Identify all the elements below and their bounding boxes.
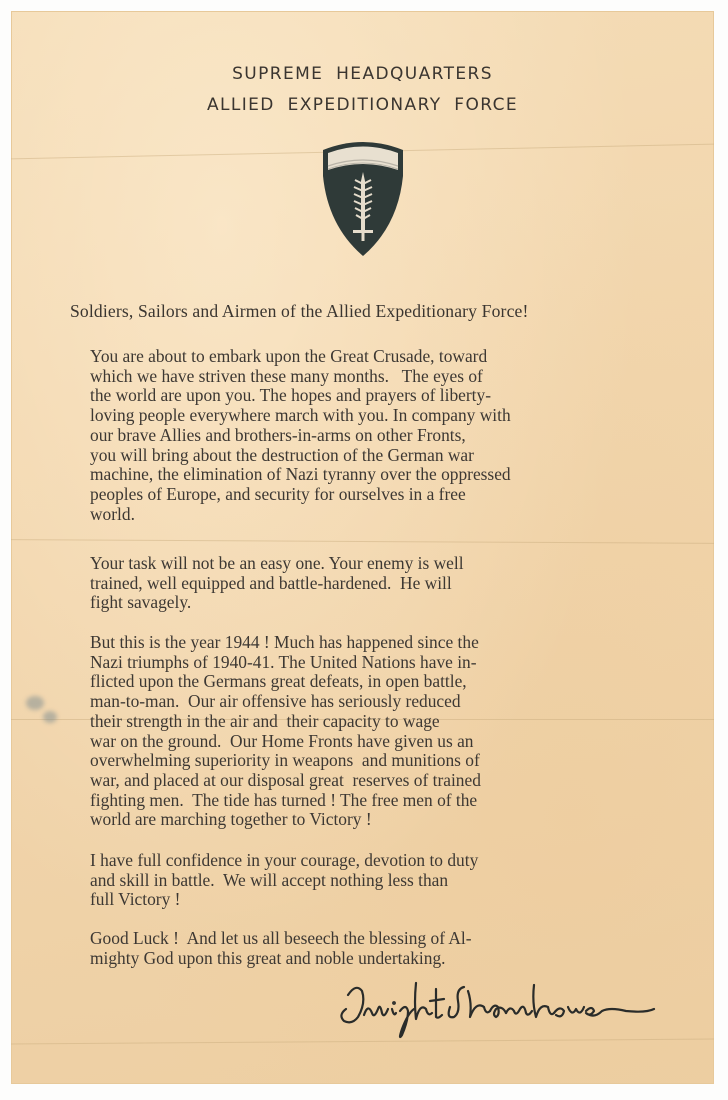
eisenhower-signature (336, 973, 676, 1043)
text-line: Your task will not be an easy one. Your enemy is well (90, 553, 464, 573)
paragraph-5 (90, 929, 472, 968)
paragraph-3 (90, 633, 481, 830)
shaef-shoulder-patch-icon (318, 136, 408, 258)
text-line: fight savagely. (90, 592, 192, 613)
text-line: mighty God upon this great and noble undertaking. (90, 947, 446, 968)
text-line: world. (90, 503, 135, 524)
text-line: trained, well equipped and battle-hardened. He will (90, 572, 452, 593)
text-line: flicted upon the Germans great defeats, in open battle, (90, 671, 467, 692)
text-line: our brave Allies and brothers-in-arms on other Fronts, (90, 424, 466, 445)
text-line: their strength in the air and their capacity to wage (90, 710, 440, 731)
paragraph-1 (90, 347, 511, 524)
paper-crease (11, 539, 714, 544)
text-line: full Victory ! (90, 889, 181, 910)
text-line: You are about to embark upon the Great Crusade, toward (90, 346, 488, 366)
paragraph-2 (90, 554, 464, 613)
text-line: loving people everywhere march with you. In company with (90, 405, 511, 426)
text-line: the world are upon you. The hopes and prayers of liberty- (90, 385, 491, 406)
text-line: overwhelming superiority in weapons and munitions of (90, 750, 480, 771)
text-line: Nazi triumphs of 1940-41. The United Nations have in- (90, 651, 477, 672)
ink-stain (43, 711, 57, 723)
text-line: man-to-man. Our air offensive has seriously reduced (90, 691, 461, 712)
paragraph-4 (90, 851, 478, 910)
document-page (11, 11, 714, 1084)
text-line: and skill in battle. We will accept nothing less than (90, 869, 449, 890)
text-line: world are marching together to Victory ! (90, 809, 372, 830)
text-line: war on the ground. Our Home Fronts have given us an (90, 730, 474, 751)
text-line: you will bring about the destruction of the German war (90, 444, 474, 465)
text-line: which we have striven these many months. The eyes of (90, 365, 483, 386)
text-line: war, and placed at our disposal great reserves of trained (90, 769, 481, 790)
ink-stain (26, 696, 44, 710)
text-line: fighting men. The tide has turned ! The free men of the (90, 789, 478, 810)
text-line: But this is the year 1944 ! Much has happened since the (90, 632, 479, 652)
salutation: Soldiers, Sailors and Airmen of the Allied Expeditionary Force! (70, 301, 529, 321)
text-line: Good Luck ! And let us all beseech the blessing of Al- (90, 928, 472, 948)
letterhead-line-2: ALLIED EXPEDITIONARY FORCE (206, 95, 519, 115)
text-line: peoples of Europe, and security for ourselves in a free (90, 483, 466, 504)
text-line: machine, the elimination of Nazi tyranny over the oppressed (90, 464, 511, 485)
letterhead-line-1: SUPREME HEADQUARTERS (232, 64, 493, 84)
text-line: I have full confidence in your courage, devotion to duty (90, 850, 479, 870)
